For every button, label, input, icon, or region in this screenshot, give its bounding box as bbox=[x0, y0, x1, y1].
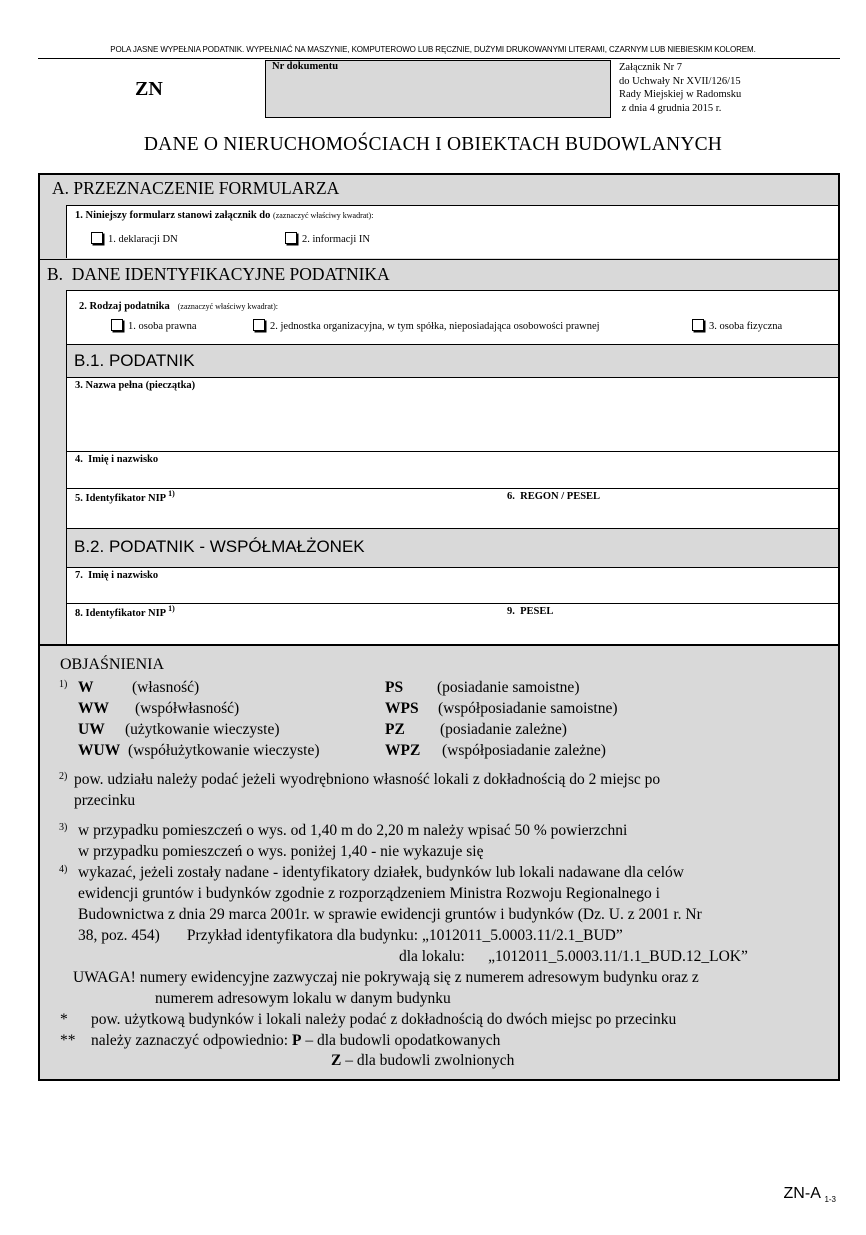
footnote-mark: 4) bbox=[59, 864, 68, 875]
option-natural-person[interactable] bbox=[692, 319, 782, 332]
code-uw bbox=[78, 721, 105, 739]
footnote-ref: 1) bbox=[168, 604, 175, 613]
code-uw-desc: (użytkowanie wieczyste) bbox=[125, 721, 280, 738]
code: WPS bbox=[385, 700, 419, 717]
code-pz-desc: (posiadanie zależne) bbox=[440, 721, 567, 738]
code-z: Z bbox=[331, 1052, 342, 1069]
name-surname-label: 4. Imię i nazwisko bbox=[75, 454, 159, 465]
top-rule bbox=[38, 58, 840, 59]
attachment-info bbox=[619, 61, 741, 115]
attachment-line: Rady Miejskiej w Radomsku bbox=[619, 89, 742, 100]
attachment-line: z dnia 4 grudnia 2015 r. bbox=[619, 102, 722, 114]
star-note-1: pow. użytkową budynków i lokali należy podać z dokładnością do dwóch miejsc po przecinku bbox=[91, 1011, 677, 1028]
spouse-name-label: 7. Imię i nazwisko bbox=[75, 570, 159, 581]
page-title: DANE O NIERUCHOMOŚCIACH I OBIEKTACH BUDOWLANYCH bbox=[143, 134, 723, 155]
option-information-in[interactable] bbox=[285, 232, 370, 245]
note-4-line: Budownictwa z dnia 29 marca 2001r. w sprawie ewidencji gruntów i budynków (Dz. U. z 2001 r. Nr bbox=[78, 906, 702, 923]
code-z-line bbox=[331, 1052, 514, 1070]
star-note-2 bbox=[91, 1032, 500, 1050]
footnote-mark: 3) bbox=[59, 822, 68, 833]
code: PS bbox=[385, 679, 404, 696]
code-p-desc: – dla budowli opodatkowanych bbox=[301, 1032, 501, 1049]
code: PZ bbox=[385, 721, 405, 738]
nip-field[interactable] bbox=[66, 488, 498, 528]
spouse-pesel-field[interactable] bbox=[497, 603, 838, 644]
option-label: 2. jednostka organizacyjna, w tym spółka, nieposiadająca osobowości prawnej bbox=[270, 321, 600, 332]
option-label: 3. osoba fizyczna bbox=[709, 321, 783, 332]
code-wpz bbox=[385, 742, 420, 760]
spouse-name-field[interactable] bbox=[66, 567, 838, 603]
code-wps-desc: (współposiadanie samoistne) bbox=[438, 700, 618, 717]
footnote-mark: 2) bbox=[59, 771, 68, 782]
q1-label bbox=[75, 210, 373, 221]
code-wps bbox=[385, 700, 419, 718]
section-a-box bbox=[66, 205, 838, 258]
spouse-nip-label bbox=[75, 604, 175, 619]
explanations-title: OBJAŚNIENIA bbox=[60, 656, 164, 673]
code: WW bbox=[78, 700, 109, 717]
code-ww-desc: (współwłasność) bbox=[135, 700, 240, 717]
option-label: 1. deklaracji DN bbox=[108, 234, 178, 245]
section-b2-title: B.2. PODATNIK - WSPÓŁMAŁŻONEK bbox=[74, 537, 365, 556]
full-name-field[interactable] bbox=[66, 377, 838, 451]
code-p: P bbox=[291, 1032, 302, 1049]
checkbox[interactable] bbox=[91, 232, 103, 244]
code-w-desc: (własność) bbox=[132, 679, 200, 696]
code: UW bbox=[78, 721, 105, 738]
footnote-ref: 1) bbox=[168, 489, 175, 498]
star-mark: * bbox=[60, 1011, 68, 1028]
section-b-title: B. DANE IDENTYFIKACYJNE PODATNIKA bbox=[47, 264, 390, 284]
code-pz bbox=[385, 721, 405, 739]
note-4-line: wykazać, jeżeli zostały nadane - identyfikatory działek, budynków lub lokali nadawane dla celów bbox=[78, 864, 684, 881]
explanations-section bbox=[40, 644, 838, 1079]
note-2-line: pow. udziału należy podać jeżeli wyodrębniono własność lokali z dokładnością do 2 miejsc po bbox=[74, 771, 661, 788]
code: WPZ bbox=[385, 742, 421, 759]
nip-label-text: 5. Identyfikator NIP bbox=[75, 493, 166, 504]
code-wuw-desc: (współużytkowanie wieczyste) bbox=[128, 742, 320, 759]
code-wpz-desc: (współposiadanie zależne) bbox=[442, 742, 606, 759]
form-code: ZN bbox=[135, 78, 163, 100]
spouse-pesel-label: 9. PESEL bbox=[507, 606, 554, 617]
full-name-label: 3. Nazwa pełna (pieczątka) bbox=[75, 380, 196, 391]
warning-line: UWAGA! numery ewidencyjne zazwyczaj nie pokrywają się z numerem adresowym budynku oraz z bbox=[73, 969, 699, 986]
code-ww bbox=[78, 700, 109, 718]
spouse-nip-label-text: 8. Identyfikator NIP bbox=[75, 608, 166, 619]
footer-code: ZN-A bbox=[783, 1185, 820, 1202]
note-4-line: ewidencji gruntów i budynków zgodnie z rozporządzeniem Ministra Rozwoju Regionalnego i bbox=[78, 885, 660, 902]
q1-label-text: 1. Niniejszy formularz stanowi załącznik do bbox=[75, 210, 271, 221]
option-declaration-dn[interactable] bbox=[91, 232, 178, 245]
nip-label bbox=[75, 489, 175, 504]
q1-hint: (zaznaczyć właściwy kwadrat): bbox=[273, 211, 374, 220]
checkbox[interactable] bbox=[692, 319, 704, 331]
option-label: 1. osoba prawna bbox=[128, 321, 197, 332]
spouse-nip-field[interactable] bbox=[66, 603, 498, 644]
page-footer bbox=[784, 1185, 836, 1204]
code: W bbox=[78, 679, 94, 696]
section-a-title: A. PRZEZNACZENIE FORMULARZA bbox=[52, 178, 340, 198]
q2-label-text: 2. Rodzaj podatnika bbox=[79, 301, 170, 312]
name-surname-field[interactable] bbox=[66, 451, 838, 488]
note-2-line: przecinku bbox=[74, 792, 136, 809]
taxpayer-type-box bbox=[66, 290, 838, 344]
footer-pages: 1-3 bbox=[824, 1195, 836, 1205]
note-3-line: w przypadku pomieszczeń o wys. od 1,40 m do 2,20 m należy wpisać 50 % powierzchni bbox=[78, 822, 628, 839]
instruction-note: POLA JASNE WYPEŁNIA PODATNIK. WYPEŁNIAĆ NA MASZYNIE, KOMPUTEROWO LUB RĘCZNIE, DUŻYMI DRUKOWANYMI LITERAMI, CZARNYM LUB NIEBIESKIM KOLOREM. bbox=[110, 45, 756, 54]
attachment-line: Załącznik Nr 7 bbox=[619, 62, 682, 73]
note-3-line: w przypadku pomieszczeń o wys. poniżej 1,40 - nie wykazuje się bbox=[78, 843, 484, 860]
document-number-label: Nr dokumentu bbox=[272, 61, 339, 72]
star-note-2-intro: należy zaznaczyć odpowiednio: bbox=[91, 1032, 289, 1049]
code-ps-desc: (posiadanie samoistne) bbox=[437, 679, 580, 696]
attachment-line: do Uchwały Nr XVII/126/15 bbox=[619, 75, 741, 87]
note-4-line: 38, poz. 454) Przykład identyfikatora dla budynku: „1012011_5.0003.11/2.1_BUD” bbox=[78, 927, 623, 944]
footnote-mark: 1) bbox=[59, 679, 68, 690]
option-legal-person[interactable] bbox=[111, 319, 197, 332]
regon-pesel-field[interactable] bbox=[497, 488, 838, 528]
option-label: 2. informacji IN bbox=[302, 234, 370, 245]
checkbox[interactable] bbox=[253, 319, 265, 331]
checkbox[interactable] bbox=[285, 232, 297, 244]
note-4-line: dla lokalu: „1012011_5.0003.11/1.1_BUD.12_LOK” bbox=[399, 948, 748, 965]
star-mark: ** bbox=[60, 1032, 76, 1049]
code-z-desc: – dla budowli zwolnionych bbox=[341, 1052, 515, 1069]
checkbox[interactable] bbox=[111, 319, 123, 331]
regon-pesel-label: 6. REGON / PESEL bbox=[507, 491, 601, 502]
warning-line: numerem adresowym lokalu w danym budynku bbox=[155, 990, 451, 1007]
option-organizational-unit[interactable] bbox=[253, 319, 600, 332]
code-w bbox=[78, 679, 94, 697]
q2-label bbox=[79, 301, 278, 312]
q2-hint: (zaznaczyć właściwy kwadrat): bbox=[177, 302, 278, 311]
code: WUW bbox=[78, 742, 121, 759]
document-number-field[interactable] bbox=[265, 60, 611, 118]
code-ps bbox=[385, 679, 403, 697]
code-wuw bbox=[78, 742, 120, 760]
section-b1-title: B.1. PODATNIK bbox=[74, 351, 195, 370]
